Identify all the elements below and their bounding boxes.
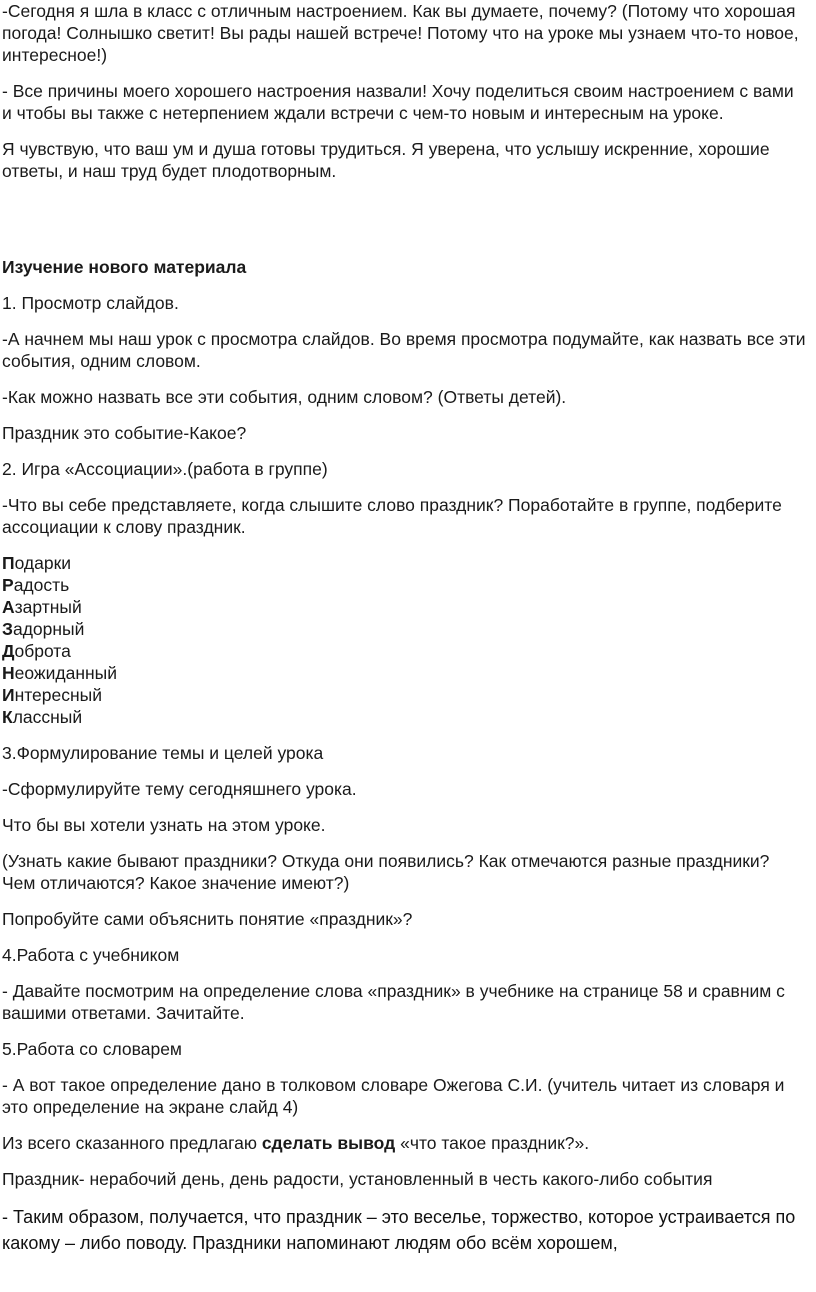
acrostic-word: лассный xyxy=(12,707,83,727)
acrostic-word: еожиданный xyxy=(14,663,118,683)
step-4-paragraph: - Давайте посмотрим на определение слова «праздник» в учебнике на странице 58 и сравним с вашими ответами. Зачитайте. xyxy=(2,981,785,1023)
acrostic-item xyxy=(2,552,806,574)
acrostic-letter: П xyxy=(2,553,15,573)
intro-paragraph-2: - Все причины моего хорошего настроения назвали! Хочу поделиться своим настроением с вами и чтобы вы также с нетерпением ждали встречи с чем-то новым и интересным на уроке. xyxy=(2,81,794,123)
acrostic-item xyxy=(2,684,806,706)
acrostic-item xyxy=(2,662,806,684)
acrostic-item xyxy=(2,596,806,618)
step-3-paragraph-3: (Узнать какие бывают праздники? Откуда они появились? Как отмечаются разные праздники? Чем отличаются? Какое значение имеют?) xyxy=(2,851,770,893)
acrostic-list xyxy=(2,552,806,728)
step-1-heading: 1. Просмотр слайдов. xyxy=(2,293,179,313)
acrostic-letter: Н xyxy=(2,663,15,683)
acrostic-letter: Р xyxy=(2,575,14,595)
conclusion-paragraph xyxy=(2,1132,806,1154)
acrostic-letter: К xyxy=(2,707,13,727)
intro-paragraph-3: Я чувствую, что ваш ум и душа готовы трудиться. Я уверена, что услышу искренние, хорошие ответы, и наш труд будет плодотворным. xyxy=(2,139,770,181)
conclusion-text-before: Из всего сказанного предлагаю xyxy=(2,1133,262,1153)
step-3-paragraph-1: -Сформулируйте тему сегодняшнего урока. xyxy=(2,779,357,799)
acrostic-item xyxy=(2,618,806,640)
step-5-paragraph: - А вот такое определение дано в толковом словаре Ожегова С.И. (учитель читает из словаря и это определение на экране слайд 4) xyxy=(2,1075,785,1117)
step-3-heading: 3.Формулирование темы и целей урока xyxy=(2,743,324,763)
acrostic-letter: А xyxy=(2,597,15,617)
step-2-heading: 2. Игра «Ассоциации».(работа в группе) xyxy=(2,459,328,479)
acrostic-letter: З xyxy=(2,619,13,639)
acrostic-item xyxy=(2,640,806,662)
acrostic-word: зартный xyxy=(14,597,82,617)
acrostic-word: адорный xyxy=(12,619,85,639)
step-3-paragraph-4: Попробуйте сами объяснить понятие «праздник»? xyxy=(2,909,413,929)
final-paragraph: - Таким образом, получается, что праздник – это веселье, торжество, которое устраивается по какому – либо поводу. Праздники напоминают людям обо всём хорошем, xyxy=(2,1207,796,1253)
step-3-paragraph-2: Что бы вы хотели узнать на этом уроке. xyxy=(2,815,326,835)
step-5-heading: 5.Работа со словарем xyxy=(2,1039,182,1059)
acrostic-word: адость xyxy=(13,575,70,595)
acrostic-item xyxy=(2,706,806,728)
step-1-paragraph-1: -А начнем мы наш урок с просмотра слайдов. Во время просмотра подумайте, как назвать все эти события, одним словом. xyxy=(2,329,806,371)
conclusion-bold: сделать вывод xyxy=(261,1133,396,1153)
acrostic-item xyxy=(2,574,806,596)
section-title: Изучение нового материала xyxy=(2,257,247,277)
acrostic-letter: И xyxy=(2,685,15,705)
step-4-heading: 4.Работа с учебником xyxy=(2,945,180,965)
acrostic-word: оброта xyxy=(14,641,71,661)
acrostic-word: одарки xyxy=(14,553,72,573)
acrostic-word: нтересный xyxy=(14,685,103,705)
intro-paragraph-1: -Сегодня я шла в класс с отличным настроением. Как вы думаете, почему? (Потому что хорошая погода! Солнышко светит! Вы рады нашей встрече! Потому что на уроке мы узнаем что-то новое, интересное!) xyxy=(2,1,799,65)
step-2-paragraph: -Что вы себе представляете, когда слышите слово праздник? Поработайте в группе, подберите ассоциации к слову праздник. xyxy=(2,495,782,537)
spacer xyxy=(2,196,806,256)
conclusion-text-after: «что такое праздник?». xyxy=(395,1133,590,1153)
step-1-paragraph-2: -Как можно назвать все эти события, одним словом? (Ответы детей). xyxy=(2,387,567,407)
step-1-paragraph-3: Праздник это событие-Какое? xyxy=(2,423,247,443)
definition-paragraph: Праздник- нерабочий день, день радости, установленный в честь какого-либо события xyxy=(2,1169,713,1189)
acrostic-letter: Д xyxy=(2,641,15,661)
